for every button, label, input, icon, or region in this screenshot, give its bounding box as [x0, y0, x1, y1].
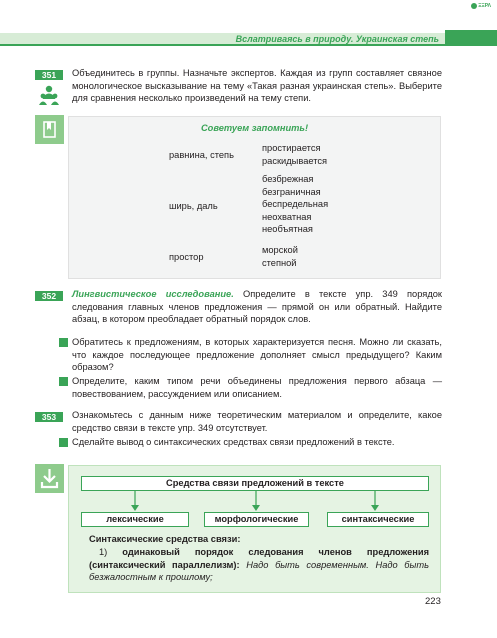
publisher-logo	[471, 3, 491, 9]
memo-word: раскидывается	[262, 155, 328, 166]
exercise-352-body: Определите в тексте упр. 349 порядок следования главных членов предложения — прямой он или обратный. Найдите абзац, в котором преобладает обратный порядок слов.	[72, 289, 442, 325]
memo-word: неохватная	[262, 211, 312, 222]
remember-title: Советуем запомнить!	[200, 123, 309, 133]
remember-box	[68, 116, 441, 279]
scheme-morphological-box: морфологические	[204, 512, 309, 527]
bullet-text: Определите, каким типом речи объединены предложения первого абзаца — повествованием, рассуждением или описанием.	[72, 376, 442, 399]
memo-words	[262, 173, 328, 236]
exercise-352-bullet-2	[72, 375, 442, 400]
item-number: 1)	[99, 547, 108, 557]
download-icon	[35, 464, 64, 493]
square-bullet-icon	[59, 338, 68, 347]
scheme-lexical-box: лексические	[81, 512, 189, 527]
memo-term: ширь, даль	[169, 201, 218, 211]
bullet-text: Обратитесь к предложениям, в которых характеризуется песня. Можно ли сказать, что каждое последующее предложение дополняет смысл предыдущего? Каким образом?	[72, 337, 442, 373]
memo-term: равнина, степь	[169, 150, 234, 160]
exercise-351-text: Объединитесь в группы. Назначьте экспертов. Каждая из групп составляет связное монологическое высказывание на тему «Такая разная украинская степь». Выберите для сравнения несколько произведений на тему степи.	[72, 68, 442, 104]
memo-word: безграничная	[262, 186, 321, 197]
logo-text: ΞΞΡΛ	[478, 3, 491, 9]
memo-word: беспредельная	[262, 199, 329, 210]
scheme-arrows	[69, 491, 442, 513]
exercise-352-text	[72, 288, 442, 326]
chapter-title: Вслатриваясь в природу. Украинская степь	[235, 34, 439, 44]
exercise-number-351: 351	[35, 70, 63, 80]
memo-word: степной	[262, 257, 297, 268]
bullet-text: Сделайте вывод о синтаксических средствах связи предложений в тексте.	[72, 437, 395, 447]
exercise-352-lead: Лингвистическое исследование.	[72, 289, 234, 299]
bookmark-icon	[35, 115, 64, 144]
group-work-icon	[38, 84, 60, 106]
logo-mark-icon	[471, 3, 477, 9]
memo-word: безбрежная	[262, 174, 314, 184]
memo-words	[262, 244, 298, 269]
scheme-item-1	[89, 546, 429, 584]
exercise-352-bullet-1	[72, 336, 442, 374]
item-example: Надо быть современным. Надо быть безжалостным к прошлому;	[89, 559, 430, 583]
scheme-syntactic-box: синтаксические	[327, 512, 429, 527]
scheme-box	[68, 465, 441, 593]
memo-word: морской	[262, 245, 298, 255]
memo-term: простор	[169, 252, 204, 262]
scheme-top-box: Средства связи предложений в тексте	[81, 476, 429, 491]
square-bullet-icon	[59, 438, 68, 447]
page-number: 223	[425, 596, 441, 607]
exercise-353-bullet-1	[72, 436, 442, 449]
exercise-353-text: Ознакомьтесь с данным ниже теоретическим материалом и определите, какое средство связи в тексте упр. 349 отсутствует.	[72, 410, 442, 433]
item-bold-text: одинаковый порядок следования членов предложения (синтаксический параллелизм):	[89, 547, 429, 570]
memo-word: необъятная	[262, 224, 313, 235]
exercise-number-352: 352	[35, 291, 63, 301]
scheme-subtitle: Синтаксические средства связи:	[89, 534, 241, 544]
memo-word: простирается	[262, 143, 321, 153]
memo-words	[262, 142, 327, 167]
exercise-number-353: 353	[35, 412, 63, 422]
square-bullet-icon	[59, 377, 68, 386]
